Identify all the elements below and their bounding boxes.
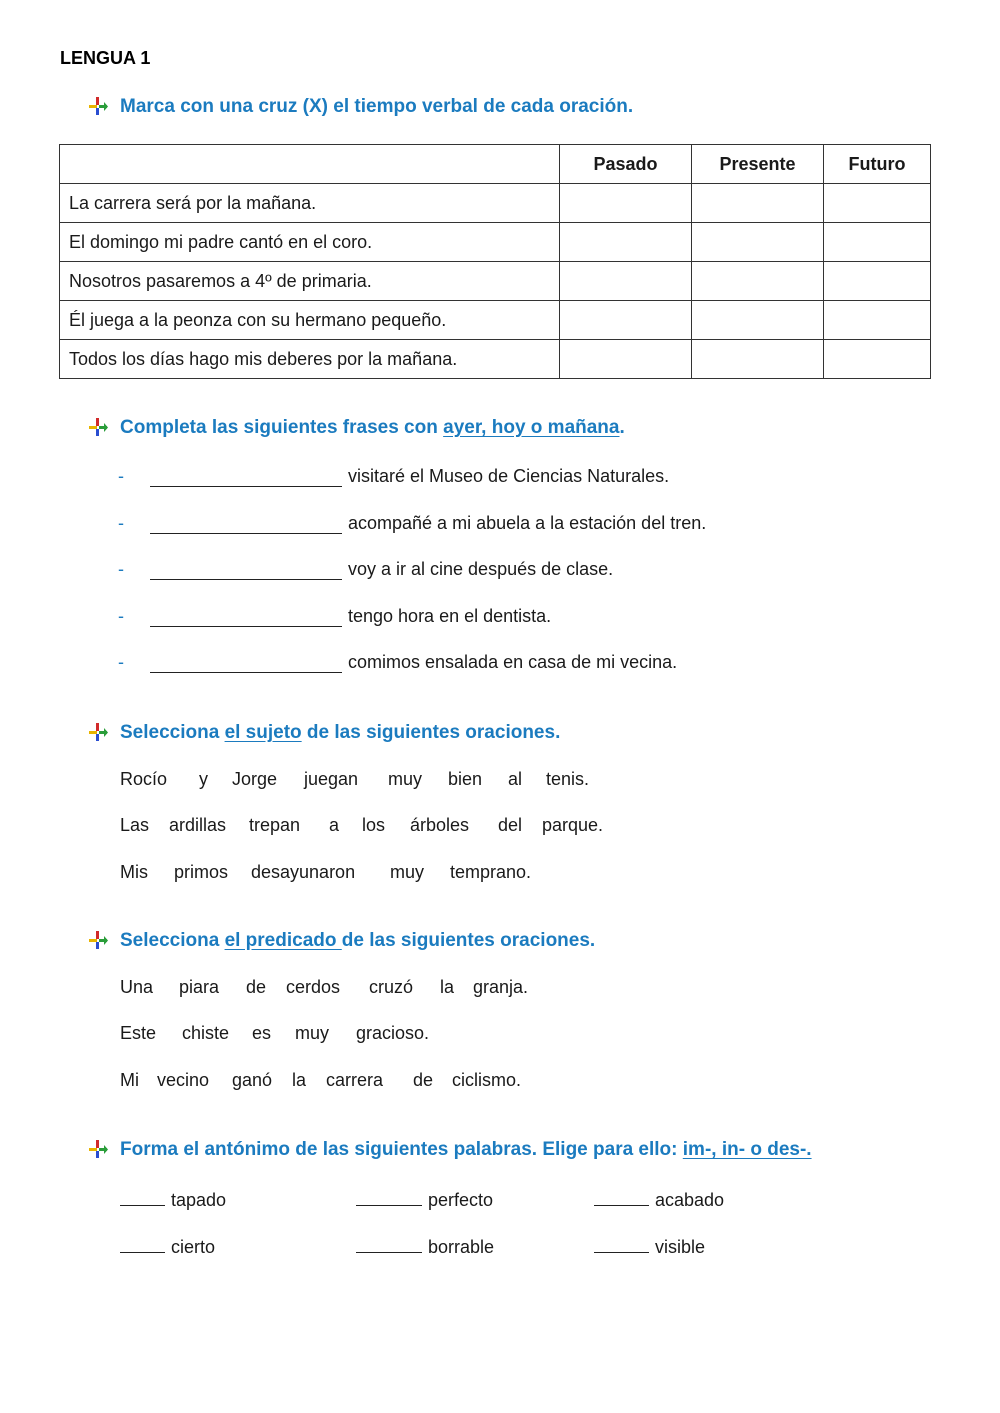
table-row: [60, 223, 931, 262]
section1-heading-text: Marca con una cruz (X) el tiempo verbal de cada oración.: [120, 96, 634, 117]
section2-heading-text: [120, 417, 625, 439]
antonym-row-1: [120, 1185, 900, 1209]
section5-heading-text: [120, 1139, 812, 1161]
selectable-word[interactable]: piara: [179, 977, 220, 997]
selectable-word[interactable]: la: [440, 977, 455, 997]
selectable-word[interactable]: carrera: [326, 1070, 384, 1090]
section4-heading-text: [120, 930, 595, 952]
futuro-cell[interactable]: [824, 301, 931, 340]
selectable-word[interactable]: es: [252, 1023, 272, 1043]
presente-cell[interactable]: [692, 301, 824, 340]
section5-heading: [88, 1139, 812, 1161]
column-header-pasado: Pasado: [560, 145, 692, 184]
selectable-word[interactable]: chiste: [182, 1023, 230, 1043]
selectable-word[interactable]: trepan: [249, 815, 301, 835]
pasado-cell[interactable]: [560, 301, 692, 340]
row-sentence: El domingo mi padre cantó en el coro.: [60, 223, 560, 262]
heading-text-post: de las siguientes oraciones.: [301, 722, 561, 743]
selectable-word[interactable]: los: [362, 815, 386, 835]
arrow-bullet-icon: [88, 722, 108, 742]
dash-marker: -: [118, 512, 124, 533]
heading-text-pre: Completa las siguientes frases con: [120, 417, 444, 438]
selectable-word[interactable]: Rocío: [120, 769, 168, 789]
presente-cell[interactable]: [692, 340, 824, 379]
antonym-word: perfecto: [428, 1190, 494, 1210]
table-row: [60, 262, 931, 301]
dash-marker: -: [118, 559, 124, 579]
heading-text-post: .: [619, 417, 625, 438]
selectable-word[interactable]: granja.: [473, 977, 529, 997]
selectable-word[interactable]: Jorge: [232, 769, 278, 789]
antonym-item: [356, 1185, 493, 1211]
prefix-blank[interactable]: [120, 1232, 165, 1253]
selectable-word[interactable]: al: [508, 769, 523, 789]
predicate-sentence-1: [120, 977, 528, 998]
antonym-item: [120, 1232, 215, 1258]
answer-blank[interactable]: [150, 559, 342, 580]
subject-sentence-1: [120, 769, 589, 790]
selectable-word[interactable]: de: [246, 977, 267, 997]
verb-tense-table: [59, 144, 931, 379]
antonym-item: [356, 1232, 494, 1258]
antonym-item: [594, 1232, 705, 1258]
section4-heading: [88, 930, 595, 952]
antonym-item: [594, 1185, 724, 1211]
selectable-word[interactable]: parque.: [542, 815, 604, 835]
selectable-word[interactable]: gracioso.: [356, 1023, 430, 1043]
dash-marker: -: [118, 466, 124, 486]
selectable-word[interactable]: del: [498, 815, 523, 835]
selectable-word[interactable]: Mi: [120, 1070, 139, 1090]
item-text: acompañé a mi abuela a la estación del tren.: [348, 512, 707, 533]
antonym-word: tapado: [171, 1190, 227, 1210]
selectable-word[interactable]: de: [413, 1070, 434, 1090]
dash-marker: -: [118, 652, 124, 672]
section3-heading-text: [120, 722, 560, 744]
heading-underlined-words: el predicado: [224, 930, 342, 951]
selectable-word[interactable]: juegan: [304, 769, 359, 789]
predicate-sentence-2: [120, 1023, 429, 1044]
answer-blank[interactable]: [150, 513, 342, 534]
pasado-cell[interactable]: [560, 262, 692, 301]
section2-heading: [88, 417, 625, 439]
selectable-word[interactable]: Mis: [120, 862, 148, 882]
answer-blank[interactable]: [150, 466, 342, 487]
subject-sentence-2: [120, 815, 603, 836]
selectable-word[interactable]: desayunaron: [251, 862, 356, 882]
futuro-cell[interactable]: [824, 184, 931, 223]
futuro-cell[interactable]: [824, 340, 931, 379]
prefix-blank[interactable]: [594, 1232, 649, 1253]
fill-in-list: [118, 466, 706, 699]
selectable-word[interactable]: y: [199, 769, 208, 789]
selectable-word[interactable]: Las: [120, 815, 150, 835]
antonym-word: cierto: [171, 1237, 216, 1257]
selectable-word[interactable]: temprano.: [450, 862, 532, 882]
section3-heading: [88, 722, 560, 744]
table-row: [60, 184, 931, 223]
heading-underlined-words: im-, in- o des-.: [682, 1139, 812, 1160]
presente-cell[interactable]: [692, 223, 824, 262]
selectable-word[interactable]: tenis.: [546, 769, 590, 789]
table-row: [60, 301, 931, 340]
list-item: [118, 652, 706, 699]
list-item: [118, 606, 706, 653]
prefix-blank[interactable]: [356, 1232, 422, 1253]
column-header-sentence: [60, 145, 560, 184]
pasado-cell[interactable]: [560, 340, 692, 379]
heading-underlined-words: ayer, hoy o mañana: [443, 417, 620, 438]
presente-cell[interactable]: [692, 262, 824, 301]
pasado-cell[interactable]: [560, 223, 692, 262]
prefix-blank[interactable]: [594, 1185, 649, 1206]
item-text: tengo hora en el dentista.: [348, 605, 552, 626]
presente-cell[interactable]: [692, 184, 824, 223]
pasado-cell[interactable]: [560, 184, 692, 223]
row-sentence: La carrera será por la mañana.: [60, 184, 560, 223]
selectable-word[interactable]: a: [329, 815, 340, 835]
row-sentence: Todos los días hago mis deberes por la mañana.: [60, 340, 560, 379]
selectable-word[interactable]: ardillas: [169, 815, 227, 835]
heading-text-post: de las siguientes oraciones.: [341, 930, 596, 951]
selectable-word[interactable]: muy: [388, 769, 423, 789]
selectable-word[interactable]: bien: [448, 769, 483, 789]
table-row: [60, 340, 931, 379]
selectable-word[interactable]: primos: [174, 862, 229, 882]
selectable-word[interactable]: muy: [295, 1023, 330, 1043]
arrow-bullet-icon: [88, 96, 108, 116]
row-sentence: Él juega a la peonza con su hermano pequeño.: [60, 301, 560, 340]
item-text: comimos ensalada en casa de mi vecina.: [348, 652, 678, 672]
section1-heading: [88, 96, 633, 118]
selectable-word[interactable]: ganó: [232, 1070, 273, 1090]
prefix-blank[interactable]: [356, 1185, 422, 1206]
futuro-cell[interactable]: [824, 223, 931, 262]
selectable-word[interactable]: cruzó: [369, 977, 414, 997]
futuro-cell[interactable]: [824, 262, 931, 301]
column-header-presente: Presente: [692, 145, 824, 184]
item-text: visitaré el Museo de Ciencias Naturales.: [348, 466, 670, 486]
list-item: [118, 559, 706, 606]
antonym-word: borrable: [428, 1237, 495, 1257]
table-header-row: [60, 145, 931, 184]
list-item: [118, 513, 706, 560]
heading-text-pre: Selecciona: [120, 722, 225, 743]
heading-text-pre: Selecciona: [120, 930, 225, 951]
answer-blank[interactable]: [150, 606, 342, 627]
prefix-blank[interactable]: [120, 1185, 165, 1206]
arrow-bullet-icon: [88, 930, 108, 950]
dash-marker: -: [118, 605, 124, 626]
heading-text-pre: Forma el antónimo de las siguientes palabras. Elige para ello:: [120, 1139, 683, 1160]
heading-underlined-words: el sujeto: [224, 722, 302, 743]
subject-sentence-3: [120, 862, 531, 883]
selectable-word[interactable]: ciclismo.: [452, 1070, 522, 1090]
selectable-word[interactable]: Una: [120, 977, 154, 997]
selectable-word[interactable]: árboles: [410, 815, 470, 835]
predicate-sentence-3: [120, 1070, 521, 1091]
arrow-bullet-icon: [88, 1139, 108, 1159]
selectable-word[interactable]: Este: [120, 1023, 157, 1043]
selectable-word[interactable]: la: [292, 1070, 307, 1090]
selectable-word[interactable]: vecino: [157, 1070, 210, 1090]
antonym-row-2: [120, 1232, 900, 1256]
answer-blank[interactable]: [150, 652, 342, 673]
selectable-word[interactable]: muy: [390, 862, 425, 882]
item-text: voy a ir al cine después de clase.: [348, 559, 614, 579]
column-header-futuro: Futuro: [824, 145, 931, 184]
antonym-item: [120, 1185, 226, 1211]
antonym-word: visible: [655, 1237, 706, 1257]
row-sentence: Nosotros pasaremos a 4º de primaria.: [60, 262, 560, 301]
antonym-word: acabado: [655, 1190, 725, 1210]
list-item: [118, 466, 706, 513]
selectable-word[interactable]: cerdos: [286, 977, 341, 997]
document-title: LENGUA 1: [60, 48, 151, 68]
arrow-bullet-icon: [88, 417, 108, 437]
